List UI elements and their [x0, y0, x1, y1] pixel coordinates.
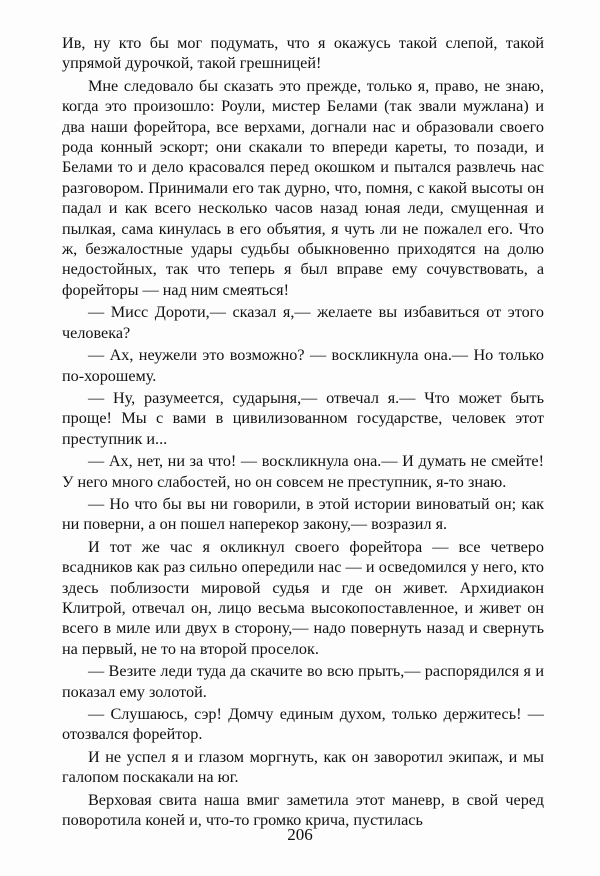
page-number: 206 — [287, 825, 313, 844]
paragraph: — Везите леди туда да скачите во всю прыть,— распорядился я и показал ему золотой. — [62, 662, 544, 701]
paragraph: И тот же час я окликнул своего форейтора — все четверо всадников как раз сильно опередили нас — и осведомился у него, кто здесь поблизости мировой судья и где он живет. Архидиакон Клитрой, отвечал он, лицо весьма высокопоставленное, и живет он всего в миле или двух в сторону,— надо повернуть назад и свернуть на первый, не то на второй проселок. — [62, 537, 544, 658]
paragraph: Ив, ну кто бы мог подумать, что я окажусь такой слепой, такой упрямой дурочкой, такой грешницей! — [62, 34, 544, 73]
paragraph: — Мисс Дороти,— сказал я,— желаете вы избавиться от этого человека? — [62, 303, 544, 342]
paragraph: И не успел я и глазом моргнуть, как он заворотил экипаж, и мы галопом поскакали на юг. — [62, 747, 544, 787]
paragraph: Верховая свита наша вмиг заметила этот маневр, в свой черед поворотила коней и, что-то громко крича, пустилась — [62, 790, 544, 830]
paragraph: — Но что бы вы ни говорили, в этой истории виноватый он; как ни поверни, а он пошел наперекор закону,— возразил я. — [62, 494, 544, 534]
paragraph: — Слушаюсь, сэр! Домчу единым духом, только держитесь! — отозвался форейтор. — [62, 705, 544, 744]
body-text — [62, 33, 544, 832]
paragraph: Мне следовало бы сказать это прежде, только я, право, не знаю, когда это произошло: Роули, мистер Белами (так звали мужлана) и два наши форейтора, все верхами, догнали нас и образовали своего рода конный эскорт; они скакали то впереди кареты, то позади, и Белами то и дело красовался перед окошком и пытался развлечь нас разговором. Принимали его так дурно, что, помня, с какой высоты он падал и как всего несколько часов назад юная леди, смущенная и пылкая, сама кинулась в его объятия, я чуть ли не пожалел его. Что ж, безжалостные удары судьбы обыкновенно приходятся на долю недостойных, так что теперь я был вправе ему сочувствовать, а форейторы — над ним смеяться! — [62, 76, 544, 299]
paragraph: — Ах, неужели это возможно? — воскликнула она.— Но только по-хорошему. — [62, 346, 544, 385]
paragraph: — Ах, нет, ни за что! — воскликнула она.— И думать не смейте! У него много слабостей, но он совсем не преступник, я-то знаю. — [62, 452, 544, 491]
paragraph: — Ну, разумеется, сударыня,— отвечал я.— Что может быть проще! Мы с вами в цивилизованном государстве, человек этот преступник и... — [62, 388, 544, 448]
